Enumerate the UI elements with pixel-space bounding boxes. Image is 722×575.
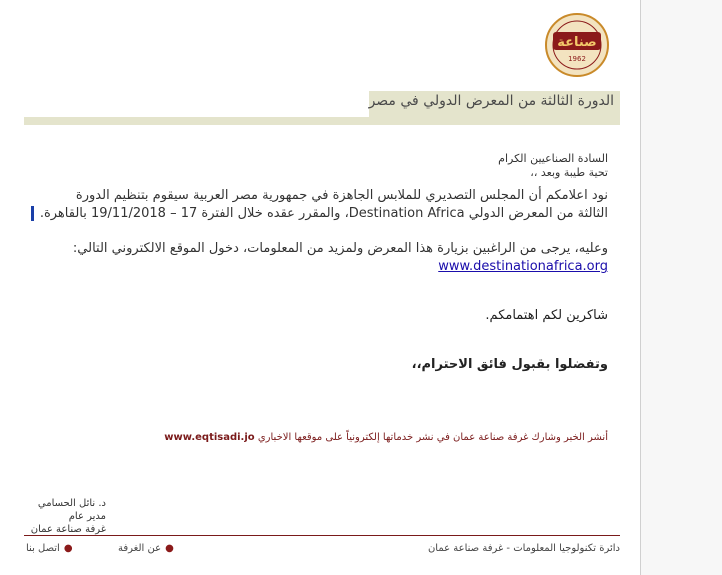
promo-text: أنشر الخبر وشارك غرفة صناعة عمان في نشر خدماتها إلكترونياً على موقعها الاخباري bbox=[257, 432, 608, 443]
text-cursor bbox=[31, 206, 34, 221]
signature-block bbox=[26, 497, 106, 536]
right-margin bbox=[641, 0, 722, 575]
visit-line-1: وعليه، يرجى من الراغبين بزيارة هذا المعرض ولمزيد من المعلومات، دخول الموقع الالكتروني التالي: bbox=[72, 241, 608, 256]
regards-text: وتفضلوا بقبول فائق الاحترام،، bbox=[411, 357, 608, 372]
title-banner-notch bbox=[24, 91, 369, 117]
about-chamber-label: عن الغرفة bbox=[118, 543, 162, 554]
eqtisadi-link[interactable]: www.eqtisadi.jo bbox=[164, 432, 255, 443]
announcement-line-2: الثالثة من المعرض الدولي Destination Africa، والمقرر عقده خلال الفترة 17 – 19/11/2018 بالقاهرة. bbox=[39, 206, 608, 221]
logo-word: صناعة bbox=[557, 35, 597, 50]
page-title: الدورة الثالثة من المعرض الدولي في مصر bbox=[368, 93, 614, 109]
footer-department: دائرة تكنولوجيا المعلومات - غرفة صناعة عمان bbox=[427, 543, 620, 554]
thanks-text: شاكرين لكم اهتمامكم. bbox=[485, 308, 608, 323]
about-chamber-link[interactable] bbox=[118, 543, 174, 554]
greeting: تحية طيبة وبعد ،، bbox=[530, 166, 608, 179]
destination-africa-link[interactable]: www.destinationafrica.org bbox=[438, 259, 608, 274]
chamber-logo bbox=[538, 12, 616, 78]
salutation: السادة الصناعيين الكرام bbox=[498, 152, 608, 165]
signature-position: مدير عام bbox=[68, 511, 106, 522]
contact-us-label: اتصل بنا bbox=[26, 543, 60, 554]
logo-year: 1962 bbox=[568, 55, 586, 63]
signature-name: د. نائل الحسامي bbox=[37, 498, 106, 509]
announcement-line-1: نود اعلامكم أن المجلس التصديري للملابس الجاهزة في جمهورية مصر العربية سيقوم بتنظيم الدورة bbox=[75, 188, 608, 203]
contact-us-link[interactable] bbox=[26, 543, 73, 554]
bullet-icon: ● bbox=[165, 543, 174, 554]
signature-organization: غرفة صناعة عمان bbox=[30, 524, 106, 535]
visit-paragraph bbox=[73, 240, 608, 276]
promo-line bbox=[164, 432, 608, 443]
bullet-icon: ● bbox=[63, 543, 73, 554]
announcement-paragraph bbox=[40, 187, 608, 223]
footer-divider bbox=[24, 535, 620, 536]
